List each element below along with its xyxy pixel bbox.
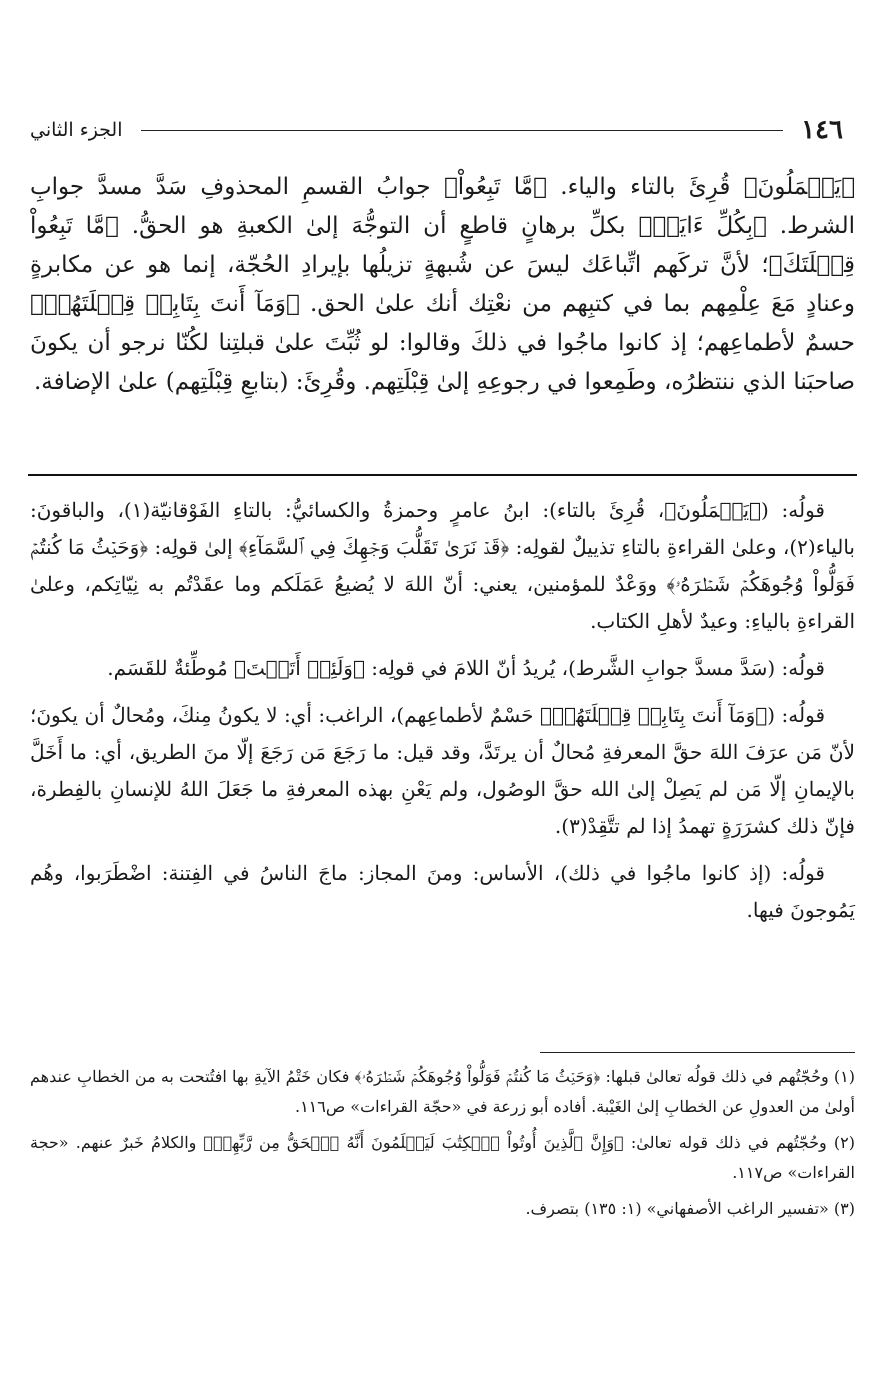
footnote-divider bbox=[540, 1052, 855, 1053]
page-number: ١٤٦ bbox=[801, 115, 843, 145]
commentary-paragraph-3: قولُه: (﴿وَمَآ أَنتَ بِتَابِعٖ قِبۡلَتَهُمۡ﴾ حَسْمٌ لأطماعِهم)، الراغب: أي: لا يكونُ مِنكَ، ومُحالٌ أن يكونَ؛ لأنّ مَن عرَفَ اللهَ حقَّ المعرفةِ مُحالٌ أن يرتَدَّ، وقد قيل: ما رَجَعَ مَن رَجَعَ إلّا منَ الطريق، أي: ما أَخَلَّ بالإيمانِ إلّا مَن لم يَصِلْ إلىٰ الله حقَّ الوصُول، ولم يَعْنِ بهذه المعرفةِ ما جَعَلَ اللهُ للإنسانِ بالفِطرة، فإنّ ذلك كشرَرَةٍ تهمدُ إذا لم تتَّقِدْ(٣). bbox=[30, 703, 855, 838]
footnote-3: (٣) «تفسير الراغب الأصفهاني» (١: ١٣٥) بتصرف. bbox=[525, 1199, 855, 1218]
part-title: الجزء الثاني bbox=[30, 119, 123, 141]
running-header bbox=[30, 110, 843, 150]
footnote-2: (٢) وحُجّتُهم في ذلك قوله تعالىٰ: ﴿وَإِنَّ ٱلَّذِينَ أُوتُواْ ٱلۡكِتَٰبَ لَيَعۡلَمُونَ أَنَّهُ ٱلۡحَقُّ مِن رَّبِّهِمۡ﴾ والكلامُ خَبرٌ عنهم. «حجة القراءات» ص١١٧. bbox=[30, 1133, 855, 1182]
main-text-paragraph: ﴿يَعۡمَلُونَ﴾ قُرِئَ بالتاء والياء. ﴿مَّا تَبِعُواْ﴾ جوابُ القسمِ المحذوفِ سَدَّ مسدَّ جوابِ الشرط. ﴿بِكُلِّ ءَايَةٖ﴾ بكلِّ برهانٍ قاطعٍ أن التوجُّهَ إلىٰ الكعبةِ هو الحقُّ. ﴿مَّا تَبِعُواْ قِبۡلَتَكَ﴾؛ لأنَّ تركَهم اتِّباعَك ليسَ عن شُبهةٍ تزيلُها بإيرادِ الحُجّة، إنما هو عن مكابرةٍ وعنادٍ مَعَ عِلْمِهم بما في كتبِهم من نعْتِك أنك علىٰ الحق. ﴿وَمَآ أَنتَ بِتَابِعٖ قِبۡلَتَهُمۡ﴾ حسمٌ لأطماعِهم؛ إذ كانوا ماجُوا في ذلكَ وقالوا: لو ثُبِّتَ علىٰ قبلتِنا لكُنّا نرجو أن يكونَ صاحبَنا الذي ننتظرُه، وطَمِعوا في رجوعِهِ إلىٰ قِبْلَتِهم. وقُرِئَ: (بتابعِ قِبْلَتِهم) علىٰ الإضافة. bbox=[30, 174, 855, 395]
main-text-block bbox=[30, 168, 855, 402]
commentary-block bbox=[30, 492, 855, 939]
header-rule bbox=[141, 130, 784, 131]
section-divider bbox=[28, 474, 857, 476]
commentary-paragraph-1: قولُه: (﴿يَعۡمَلُونَ﴾، قُرِئَ بالتاء): ابنُ عامرٍ وحمزةُ والكسائيُّ: بالتاءِ الفَوْقانيّة(١)، والباقونَ: بالياء(٢)، وعلىٰ القراءةِ بالتاءِ تذييلٌ لقولِه: ﴿قَدۡ نَرَىٰ تَقَلُّبَ وَجۡهِكَ فِي ٱلسَّمَآءِ﴾ إلىٰ قولِه: ﴿وَحَيۡثُ مَا كُنتُمۡ فَوَلُّواْ وُجُوهَكُمۡ شَطۡرَهُۥ﴾ ووَعْدٌ للمؤمنين، يعني: أنّ اللهَ لا يُضيعُ عَمَلَكم وما عقَدْتُم به نِيّاتِكم، وعلىٰ القراءةِ بالياءِ: وعيدٌ لأهلِ الكتاب. bbox=[30, 498, 855, 633]
footnote-1: (١) وحُجّتُهم في ذلك قولُه تعالىٰ قبلها: ﴿وَحَيۡثُ مَا كُنتُمۡ فَوَلُّواْ وُجُوهَكُمۡ شَطۡرَهُۥ﴾ فكان خَتْمُ الآيةِ بها افتُتحت به من الخطابِ عندهم أولىٰ من العدولِ عن الخطابِ إلىٰ الغَيْبة. أفاده أبو زرعة في «حجّة القراءات» ص١١٦. bbox=[30, 1067, 855, 1116]
commentary-paragraph-2: قولُه: (سَدَّ مسدَّ جوابِ الشَّرط)، يُريدُ أنّ اللامَ في قولِه: ﴿وَلَئِنۡ أَتَيۡتَ﴾ مُوطِّئةٌ للقَسَم. bbox=[107, 656, 825, 680]
footnotes-block bbox=[30, 1062, 855, 1230]
commentary-paragraph-4: قولُه: (إذ كانوا ماجُوا في ذلك)، الأساس: ومنَ المجاز: ماجَ الناسُ في الفِتنة: اضْطَرَبوا، وهُم يَمُوجونَ فيها. bbox=[30, 861, 855, 922]
